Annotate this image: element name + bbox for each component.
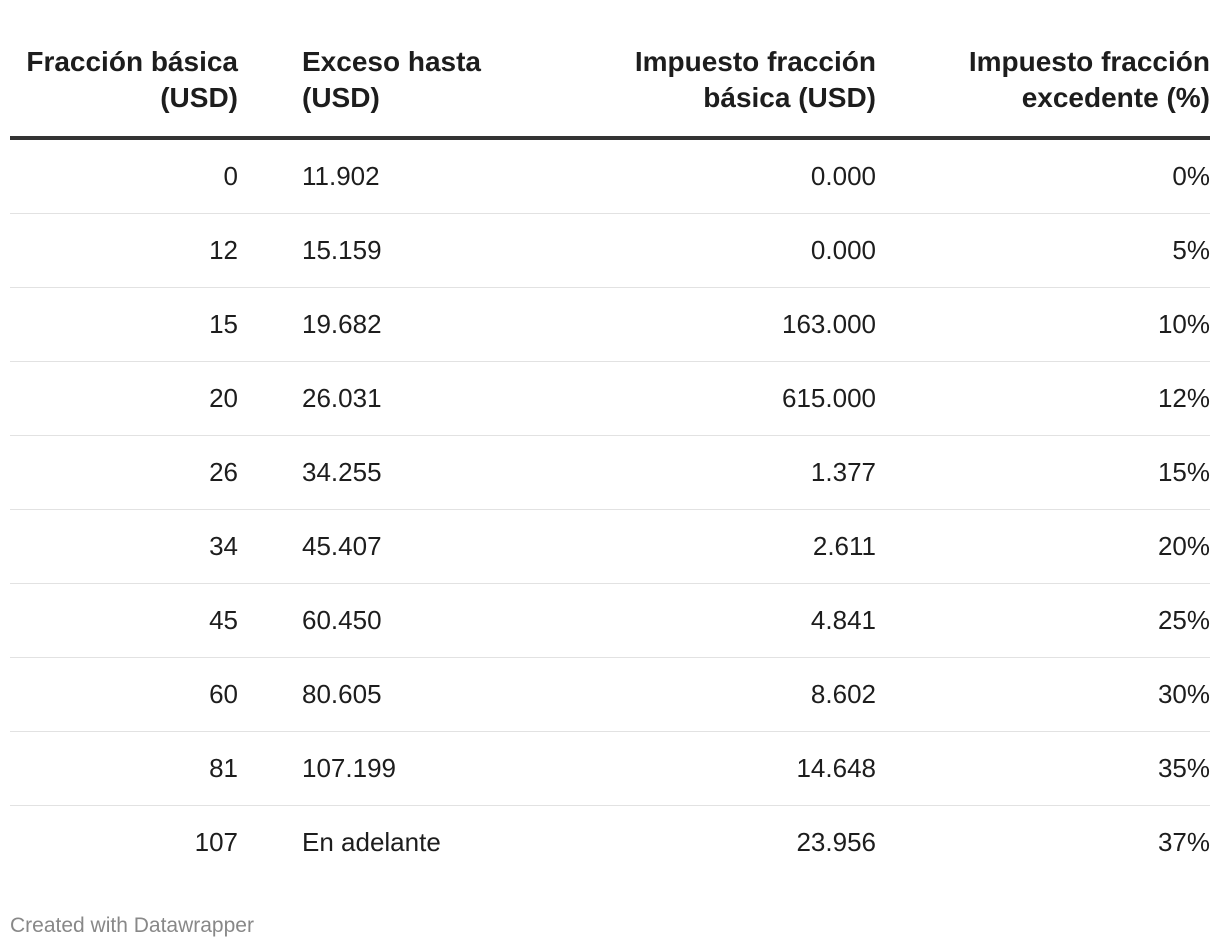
cell-impuesto-fraccion-basica: 1.377 — [578, 436, 876, 510]
header-line: Impuesto fracción — [968, 46, 1210, 77]
table-row — [10, 214, 1210, 288]
cell-exceso-hasta: 15.159 — [238, 214, 578, 288]
table-body — [10, 138, 1210, 879]
cell-impuesto-fraccion-basica: 0.000 — [578, 138, 876, 214]
header-line: Impuesto fracción — [634, 46, 876, 77]
table-header — [10, 0, 1210, 138]
cell-impuesto-fraccion-basica: 163.000 — [578, 288, 876, 362]
cell-impuesto-fraccion-excedente: 35% — [876, 732, 1210, 806]
cell-impuesto-fraccion-excedente: 5% — [876, 214, 1210, 288]
cell-exceso-hasta: 80.605 — [238, 658, 578, 732]
cell-exceso-hasta: En adelante — [302, 827, 441, 857]
cell-fraccion-basica: 45 — [10, 584, 238, 658]
cell-fraccion-basica: 60 — [10, 658, 238, 732]
cell-fraccion-basica: 26 — [10, 436, 238, 510]
cell-impuesto-fraccion-excedente: 0% — [876, 138, 1210, 214]
cell-fraccion-basica: 20 — [10, 362, 238, 436]
cell-fraccion-basica: 107 — [194, 827, 238, 857]
cell-impuesto-fraccion-basica: 4.841 — [578, 584, 876, 658]
cell-impuesto-fraccion-basica: 0.000 — [578, 214, 876, 288]
header-line: (USD) — [160, 82, 238, 113]
header-impuesto-fraccion-excedente — [876, 0, 1210, 138]
cell-impuesto-fraccion-excedente: 25% — [876, 584, 1210, 658]
header-line: básica (USD) — [703, 82, 876, 113]
header-line: Exceso hasta — [302, 46, 481, 77]
cell-fraccion-basica: 15 — [10, 288, 238, 362]
table-row — [10, 510, 1210, 584]
table-row — [10, 732, 1210, 806]
cell-impuesto-fraccion-basica: 8.602 — [578, 658, 876, 732]
cell-impuesto-fraccion-basica: 23.956 — [796, 827, 876, 857]
cell-impuesto-fraccion-basica: 615.000 — [578, 362, 876, 436]
table-row — [10, 362, 1210, 436]
cell-fraccion-basica: 34 — [10, 510, 238, 584]
cell-impuesto-fraccion-excedente: 15% — [876, 436, 1210, 510]
header-fraccion-basica — [10, 0, 238, 138]
table-row — [10, 584, 1210, 658]
cell-impuesto-fraccion-excedente: 10% — [876, 288, 1210, 362]
cell-exceso-hasta: 60.450 — [238, 584, 578, 658]
cell-impuesto-fraccion-excedente: 12% — [876, 362, 1210, 436]
cell-exceso-hasta: 34.255 — [238, 436, 578, 510]
table-row — [10, 288, 1210, 362]
data-table — [10, 0, 1210, 879]
cell-exceso-hasta: 19.682 — [238, 288, 578, 362]
header-line: excedente (%) — [1021, 82, 1210, 113]
cell-impuesto-fraccion-excedente: 20% — [876, 510, 1210, 584]
header-line: (USD) — [302, 82, 380, 113]
cell-exceso-hasta: 45.407 — [238, 510, 578, 584]
table-container — [10, 0, 1210, 879]
cell-exceso-hasta: 11.902 — [238, 138, 578, 214]
cell-fraccion-basica: 0 — [10, 138, 238, 214]
cell-impuesto-fraccion-excedente: 37% — [1157, 827, 1210, 857]
header-impuesto-fraccion-basica — [578, 0, 876, 138]
header-line: Fracción básica — [26, 46, 238, 77]
cell-impuesto-fraccion-basica: 14.648 — [578, 732, 876, 806]
cell-exceso-hasta: 26.031 — [238, 362, 578, 436]
cell-impuesto-fraccion-basica: 2.611 — [578, 510, 876, 584]
table-row — [10, 138, 1210, 214]
header-exceso-hasta — [238, 0, 578, 138]
table-row — [10, 436, 1210, 510]
header-row — [10, 0, 1210, 138]
table-row — [10, 658, 1210, 732]
cell-fraccion-basica: 81 — [10, 732, 238, 806]
table-row — [10, 806, 1210, 880]
cell-exceso-hasta: 107.199 — [238, 732, 578, 806]
cell-impuesto-fraccion-excedente: 30% — [876, 658, 1210, 732]
footer-credit: Created with Datawrapper — [10, 914, 254, 937]
cell-fraccion-basica: 12 — [10, 214, 238, 288]
